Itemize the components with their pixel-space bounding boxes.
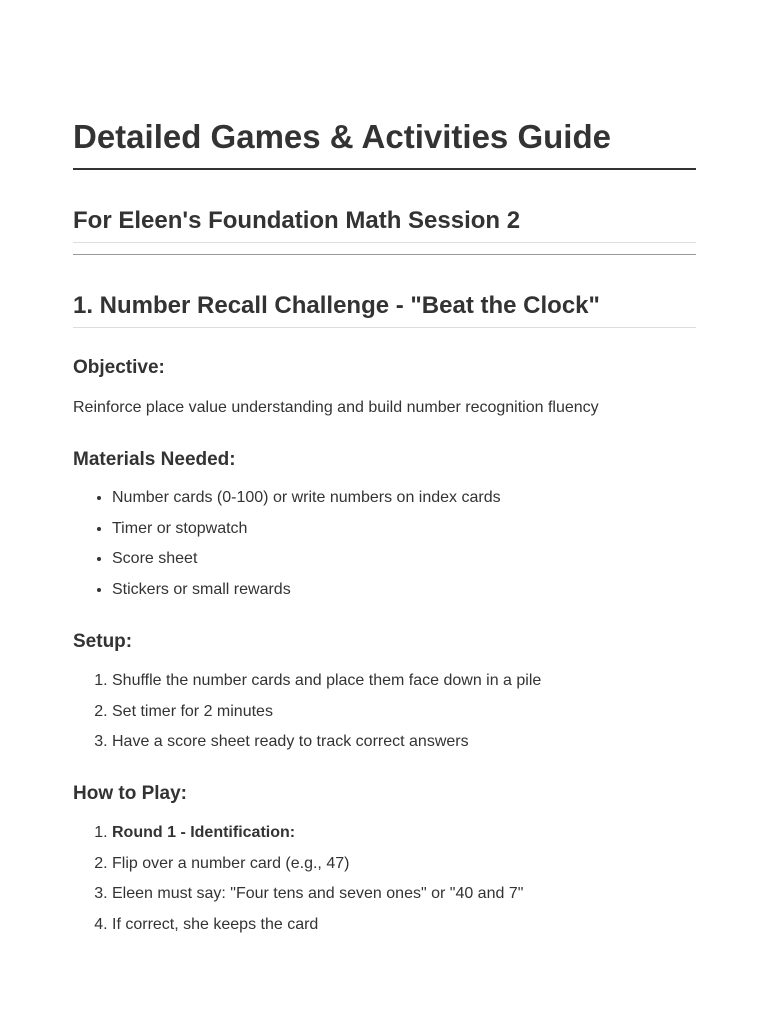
setup-heading: Setup: — [73, 631, 133, 652]
subtitle-divider — [73, 254, 696, 255]
list-item — [112, 822, 523, 844]
list-item: • Score sheet — [112, 548, 501, 570]
objective-heading: Objective: — [73, 357, 165, 378]
list-item: 2. Flip over a number card (e.g., 47) — [112, 853, 523, 875]
list-item: 4. If correct, she keeps the card — [112, 914, 523, 936]
materials-heading: Materials Needed: — [73, 449, 236, 470]
list-item: • Stickers or small rewards — [112, 579, 501, 601]
title-divider — [73, 168, 696, 170]
list-item: 3. Have a score sheet ready to track correct answers — [112, 731, 541, 753]
list-item: 1. Shuffle the number cards and place them face down in a pile — [112, 670, 541, 692]
section-heading: 1. Number Recall Challenge - "Beat the Clock" — [73, 292, 600, 319]
setup-list — [112, 670, 541, 762]
how-to-play-list — [112, 822, 523, 944]
section-divider — [73, 327, 696, 328]
list-item: • Timer or stopwatch — [112, 518, 501, 540]
list-item: 3. Eleen must say: "Four tens and seven ones" or "40 and 7" — [112, 883, 523, 905]
list-item: • Number cards (0-100) or write numbers on index cards — [112, 487, 501, 509]
how-to-play-heading: How to Play: — [73, 783, 188, 804]
page-title: Detailed Games & Activities Guide — [73, 118, 611, 155]
round-label: Round 1 - Identification: — [112, 824, 296, 841]
objective-text: Reinforce place value understanding and build number recognition fluency — [73, 399, 599, 416]
page-subtitle: For Eleen's Foundation Math Session 2 — [73, 207, 521, 234]
materials-list — [112, 487, 501, 609]
subtitle-divider-light — [73, 242, 696, 243]
list-item: 2. Set timer for 2 minutes — [112, 701, 541, 723]
